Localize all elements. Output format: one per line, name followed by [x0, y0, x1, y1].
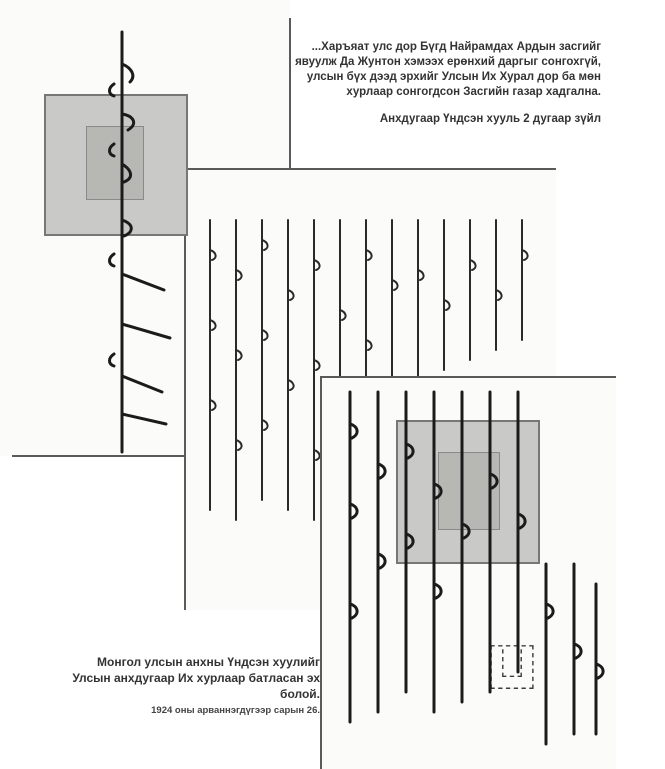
quote-line-4: хурлаар сонгогдсон Засгийн газар хадгална. — [346, 86, 601, 98]
constitution-quote — [281, 40, 601, 127]
caption-date: 1924 оны арваннэгдүгээр сарын 26. — [151, 705, 320, 716]
divider-horizontal — [12, 455, 186, 457]
mongolian-script-page-3 — [334, 384, 614, 754]
image-caption — [60, 654, 320, 716]
caption-line-2: Улсын анхдугаар Их хурлаар батласан эх болой. — [72, 671, 320, 701]
caption-line-1: Монгол улсын анхны Үндсэн хуулийг — [97, 655, 320, 669]
signature-mark: ⿶ — [488, 641, 537, 697]
quote-line-1: ...Харъяат улс дор Бүгд Найрамдах Ардын засгийг — [311, 41, 601, 53]
quote-line-3: улсын бүх дээд эрхийг Улсын Их Хурал дор ба мөн — [306, 71, 601, 83]
quote-line-2: явуулж Да Жунтон хэмээх ерөнхий даргыг сонгохгүй, — [295, 56, 601, 68]
quote-source: Анхдугаар Үндсэн хууль 2 дугаар зүйл — [379, 113, 601, 125]
mongolian-script-page-1 — [100, 24, 180, 464]
